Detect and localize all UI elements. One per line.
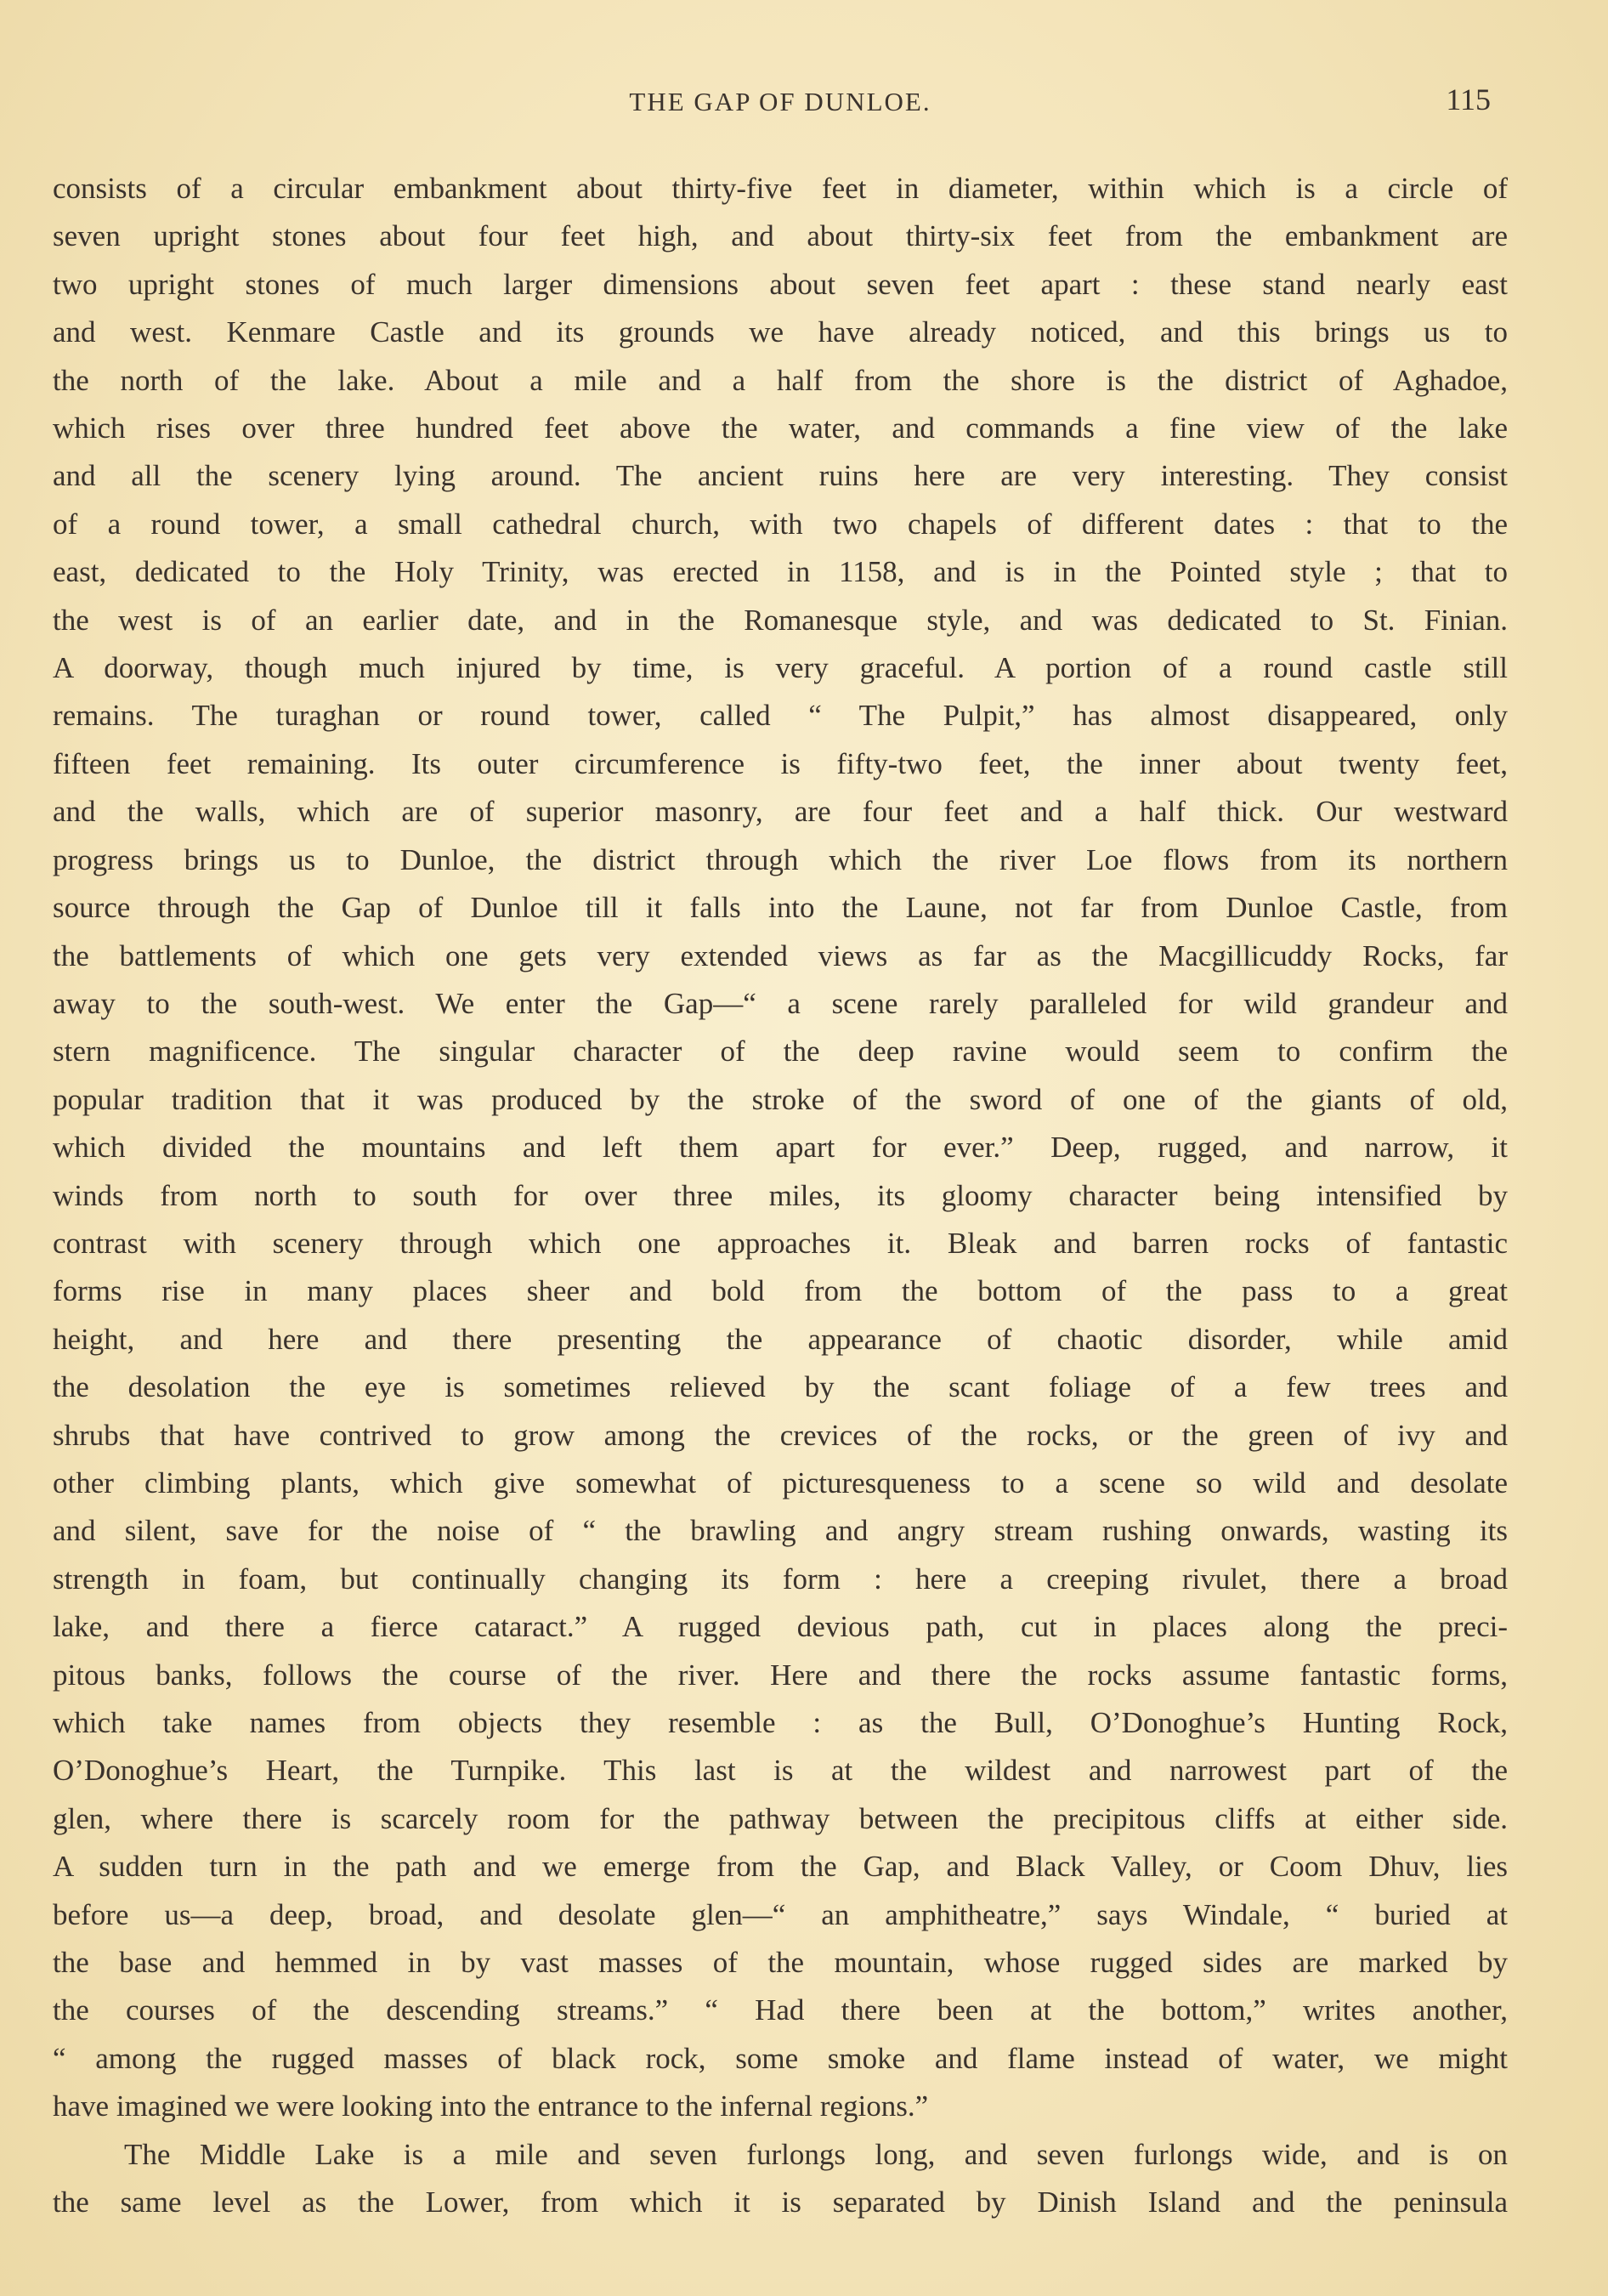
text-line: the north of the lake. About a mile and a half from the shore is the district of Aghadoe, bbox=[53, 363, 1508, 397]
text-line: O’Donoghue’s Heart, the Turnpike. This last is at the wildest and narrowest part of the bbox=[53, 1754, 1508, 1788]
text-line: of a round tower, a small cathedral church, with two chapels of different dates : that to the bbox=[53, 507, 1508, 541]
text-line: winds from north to south for over three miles, its gloomy character being intensified by bbox=[53, 1178, 1508, 1212]
text-line: source through the Gap of Dunloe till it falls into the Laune, not far from Dunloe Castle, from bbox=[53, 891, 1508, 925]
text-line: other climbing plants, which give somewhat of picturesqueness to a scene so wild and desolate bbox=[53, 1465, 1508, 1499]
text-line: and the walls, which are of superior masonry, are four feet and a half thick. Our westward bbox=[53, 795, 1508, 829]
text-line: glen, where there is scarcely room for the pathway between the precipitous cliffs at either side. bbox=[53, 1801, 1508, 1835]
text-line: which take names from objects they resemble : as the Bull, O’Donoghue’s Hunting Rock, bbox=[53, 1706, 1508, 1739]
text-line: A sudden turn in the path and we emerge from the Gap, and Black Valley, or Coom Dhuv, lies bbox=[53, 1850, 1508, 1884]
text-line: pitous banks, follows the course of the river. Here and there the rocks assume fantastic forms, bbox=[53, 1658, 1508, 1692]
running-head bbox=[53, 78, 1508, 129]
text-line: have imagined we were looking into the entrance to the infernal regions.” bbox=[53, 2089, 929, 2123]
text-line: the battlements of which one gets very extended views as far as the Macgillicuddy Rocks, far bbox=[53, 938, 1508, 972]
body-text bbox=[53, 165, 1508, 2226]
text-line: away to the south-west. We enter the Gap—“ a scene rarely paralleled for wild grandeur and bbox=[53, 986, 1508, 1020]
text-line: “ among the rugged masses of black rock, some smoke and flame instead of water, we might bbox=[53, 2041, 1508, 2075]
text-line: and all the scenery lying around. The ancient ruins here are very interesting. They consist bbox=[53, 459, 1508, 493]
text-line: stern magnificence. The singular character of the deep ravine would seem to confirm the bbox=[53, 1035, 1508, 1069]
text-line: seven upright stones about four feet high, and about thirty-six feet from the embankment are bbox=[53, 219, 1508, 253]
text-line: east, dedicated to the Holy Trinity, was erected in 1158, and is in the Pointed style ; that to bbox=[53, 555, 1508, 589]
text-line: two upright stones of much larger dimensions about seven feet apart : these stand nearly east bbox=[53, 267, 1508, 301]
paragraph bbox=[53, 2131, 1508, 2227]
text-line: the desolation the eye is sometimes relieved by the scant foliage of a few trees and bbox=[53, 1370, 1508, 1404]
text-line: fifteen feet remaining. Its outer circumference is fifty-two feet, the inner about twenty feet, bbox=[53, 746, 1508, 780]
text-line: A doorway, though much injured by time, is very graceful. A portion of a round castle still bbox=[53, 651, 1508, 685]
text-line: The Middle Lake is a mile and seven furlongs long, and seven furlongs wide, and is on bbox=[124, 2137, 1508, 2171]
book-page bbox=[53, 78, 1508, 2254]
running-title: THE GAP OF DUNLOE. bbox=[629, 87, 931, 116]
paragraph bbox=[53, 165, 1508, 2131]
text-line: shrubs that have contrived to grow among the crevices of the rocks, or the green of ivy and bbox=[53, 1418, 1508, 1452]
text-line: height, and here and there presenting the appearance of chaotic disorder, while amid bbox=[53, 1322, 1508, 1356]
text-line: popular tradition that it was produced by the stroke of the sword of one of the giants of old, bbox=[53, 1082, 1508, 1116]
text-line: lake, and there a fierce cataract.” A rugged devious path, cut in places along the preci- bbox=[53, 1610, 1508, 1644]
text-line: which divided the mountains and left them apart for ever.” Deep, rugged, and narrow, it bbox=[53, 1131, 1508, 1165]
text-line: before us—a deep, broad, and desolate glen—“ an amphitheatre,” says Windale, “ buried at bbox=[53, 1897, 1508, 1931]
text-line: the courses of the descending streams.” “ Had there been at the bottom,” writes another, bbox=[53, 1993, 1508, 2027]
text-line: contrast with scenery through which one approaches it. Bleak and barren rocks of fantastic bbox=[53, 1226, 1508, 1260]
text-line: consists of a circular embankment about thirty-five feet in diameter, within which is a circle of bbox=[53, 172, 1508, 205]
text-line: the base and hemmed in by vast masses of the mountain, whose rugged sides are marked by bbox=[53, 1946, 1508, 1980]
text-line: remains. The turaghan or round tower, called “ The Pulpit,” has almost disappeared, only bbox=[53, 699, 1508, 733]
text-line: the same level as the Lower, from which it is separated by Dinish Island and the peninsula bbox=[53, 2185, 1508, 2219]
text-line: which rises over three hundred feet above the water, and commands a fine view of the lake bbox=[53, 411, 1508, 445]
text-line: strength in foam, but continually changing its form : here a creeping rivulet, there a broad bbox=[53, 1562, 1508, 1596]
text-line: the west is of an earlier date, and in the Romanesque style, and was dedicated to St. Finian. bbox=[53, 603, 1508, 637]
text-line: progress brings us to Dunloe, the district through which the river Loe flows from its northern bbox=[53, 842, 1508, 876]
text-line: forms rise in many places sheer and bold from the bottom of the pass to a great bbox=[53, 1274, 1508, 1308]
page-number: 115 bbox=[1446, 82, 1491, 116]
text-line: and west. Kenmare Castle and its grounds we have already noticed, and this brings us to bbox=[53, 315, 1508, 349]
text-line: and silent, save for the noise of “ the brawling and angry stream rushing onwards, wasting its bbox=[53, 1514, 1508, 1548]
